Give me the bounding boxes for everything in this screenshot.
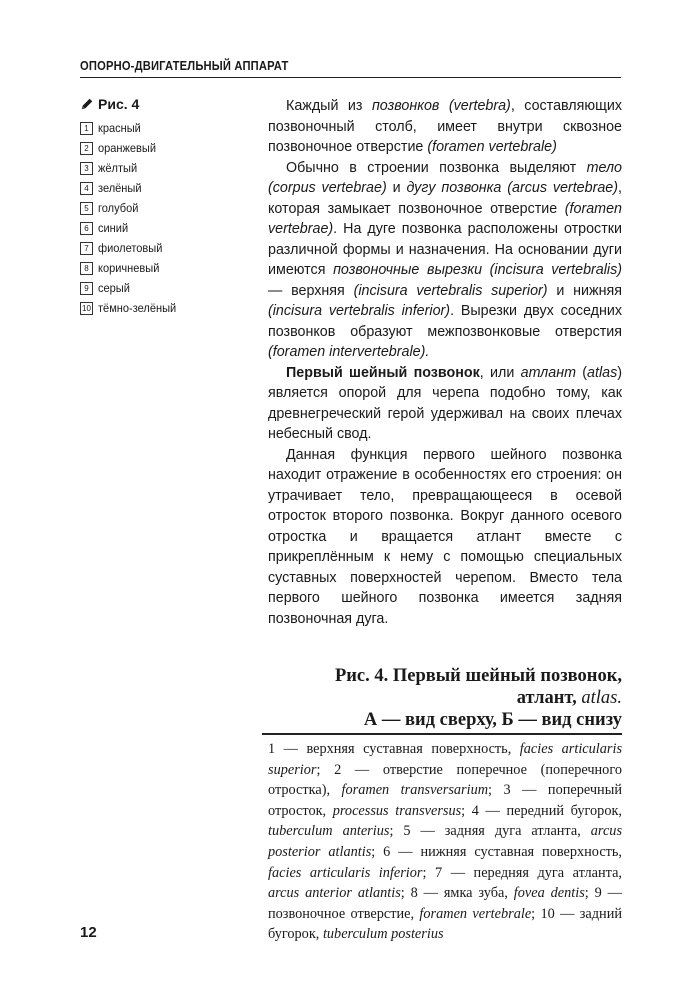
caption-line-1: Рис. 4. Первый шейный позвонок, [334, 666, 622, 686]
latin-term: arcus posterior atlantis [268, 823, 623, 860]
legend-number-box: 10 [80, 302, 93, 315]
legend-item [80, 178, 260, 198]
text-run: . На дуге позвонка расположены отростки различной формы и назначения. На основании дуги имеются [268, 221, 622, 278]
legend-number-box: 5 [80, 202, 93, 215]
legend-item [80, 298, 260, 318]
text-run: . Вырезки двух соседних позвонков образуют межпозвонковые отверстия [268, 303, 622, 340]
latin-term: facies articularis superior [268, 741, 623, 778]
text-run: и нижняя [547, 282, 622, 299]
text-run: ; 8 — ямка зуба, [400, 885, 514, 902]
text-run: Каждый из [286, 98, 372, 114]
legend-item [80, 218, 260, 238]
text-run: ; 6 — нижняя суставная поверхность, [371, 843, 623, 860]
legend-number-box: 6 [80, 222, 93, 235]
running-header: ОПОРНО-ДВИГАТЕЛЬНЫЙ АППАРАТ [80, 58, 289, 73]
text-run: ) является опорой для черепа подобно тому, как древнегреческий герой удерживал на своих плечах небесный свод. [268, 364, 623, 442]
latin-term: arcus anterior atlantis [268, 885, 401, 902]
latin-term: (incisura vertebralis inferior) [268, 303, 451, 319]
legend-number-box: 1 [80, 122, 93, 135]
text-run: ; 4 — передний бугорок, [461, 802, 622, 819]
legend-color-label: зелёный [98, 181, 142, 195]
latin-term: atlas [587, 364, 618, 381]
caption-line-3: А — вид сверху, Б — вид снизу [363, 710, 622, 730]
paragraph [268, 158, 622, 363]
legend-title [80, 96, 260, 112]
latin-term: атлант [520, 364, 576, 381]
text-run: ; 3 — поперечный отросток, [268, 782, 622, 819]
color-legend [80, 96, 260, 318]
latin-term: тело (corpus vertebrae) [268, 159, 622, 196]
text-run: , которая замыкает позвоночное отверстие [268, 180, 622, 217]
page-number: 12 [80, 924, 97, 941]
text-run: ; 2 — отверстие поперечное (поперечного отростка), [268, 761, 622, 799]
legend-number-box: 2 [80, 142, 93, 155]
legend-number-box: 9 [80, 282, 93, 295]
text-run: Данная функция первого шейного позвонка находит отражение в особенностях его строения: он утрачивает тело, превращающееся в осевой отросток второго позвонка. Вокруг данного осевого отростка и вращается атлант вместе с прикреплённым к нему с помощью специальных суставных поверхностей черепом. Вместо тела первого шейного позвонка имеется задняя позвоночная дуга. [268, 446, 622, 627]
text-run: ( [575, 364, 588, 381]
text-run: , составляющих позвоночный столб, имеет внутри сквозное позвоночное отверстие [268, 98, 622, 155]
legend-item [80, 118, 260, 138]
caption-term: атлант, [516, 688, 582, 708]
legend-title-text: Рис. 4 [98, 96, 140, 112]
latin-term: (foramen intervertebrale). [268, 344, 430, 360]
legend-number-box: 8 [80, 262, 93, 275]
legend-color-label: фиолетовый [98, 241, 163, 255]
caption-line-2 [268, 687, 622, 709]
latin-term: fovea dentis [513, 885, 585, 902]
main-text [268, 96, 622, 629]
legend-color-label: голубой [98, 201, 139, 215]
header-rule [80, 77, 621, 78]
text-run: ; 10 — задний бугорок, [268, 905, 622, 943]
legend-color-label: коричневый [98, 261, 160, 275]
text-run: Обычно в строении позвонка выделяют [286, 159, 587, 176]
paragraph [268, 363, 622, 445]
legend-item [80, 238, 260, 258]
legend-number-box: 4 [80, 182, 93, 195]
text-run: ; 5 — задняя дуга атланта, [389, 823, 591, 840]
text-run: ; 7 — передняя дуга атланта, [422, 864, 622, 881]
latin-term: (incisura vertebralis superior) [353, 282, 548, 299]
latin-term: tuberculum posterius [322, 926, 444, 943]
legend-item [80, 198, 260, 218]
legend-color-label: красный [98, 121, 141, 135]
legend-color-label: тёмно-зелёный [98, 301, 177, 315]
legend-item [80, 278, 260, 298]
legend-item [80, 158, 260, 178]
latin-term: позвонков (vertebra) [371, 98, 511, 114]
latin-term: foramen vertebrale [419, 905, 532, 922]
text-run: 1 — верхняя суставная поверхность, [268, 741, 520, 757]
text-run: и [386, 180, 407, 196]
latin-term: tuberculum anterius [268, 823, 390, 840]
pencil-icon [80, 97, 94, 111]
legend-color-label: жёлтый [98, 161, 138, 175]
legend-number-box: 3 [80, 162, 93, 175]
legend-color-label: оранжевый [98, 141, 157, 155]
latin-term: позвоночные вырезки (incisura vertebralis) [333, 262, 622, 278]
paragraph [268, 445, 622, 630]
legend-list [80, 118, 260, 318]
legend-item [80, 258, 260, 278]
paragraph [268, 96, 622, 158]
text-run: , или [479, 364, 521, 381]
figure-legend-description [268, 739, 622, 945]
legend-color-label: синий [98, 221, 129, 235]
caption-rule [262, 733, 622, 735]
term-bold: Первый шейный позвонок [286, 364, 480, 381]
text-run: ; 9 — позвоночное отверстие, [268, 885, 622, 922]
figure-caption [268, 665, 622, 731]
legend-color-label: серый [98, 281, 130, 295]
latin-term: facies articularis inferior [268, 864, 423, 881]
latin-term: (foramen vertebrale) [427, 139, 557, 155]
latin-term: (foramen vertebrae) [268, 200, 622, 237]
legend-number-box: 7 [80, 242, 93, 255]
latin-term: foramen transversarium [341, 782, 489, 799]
caption-latin-term: atlas. [581, 688, 622, 708]
latin-term: processus transversus [332, 802, 462, 819]
legend-item [80, 138, 260, 158]
latin-term: дугу позвонка (arcus vertebrae) [406, 180, 618, 196]
text-run: — верхняя [268, 282, 354, 299]
